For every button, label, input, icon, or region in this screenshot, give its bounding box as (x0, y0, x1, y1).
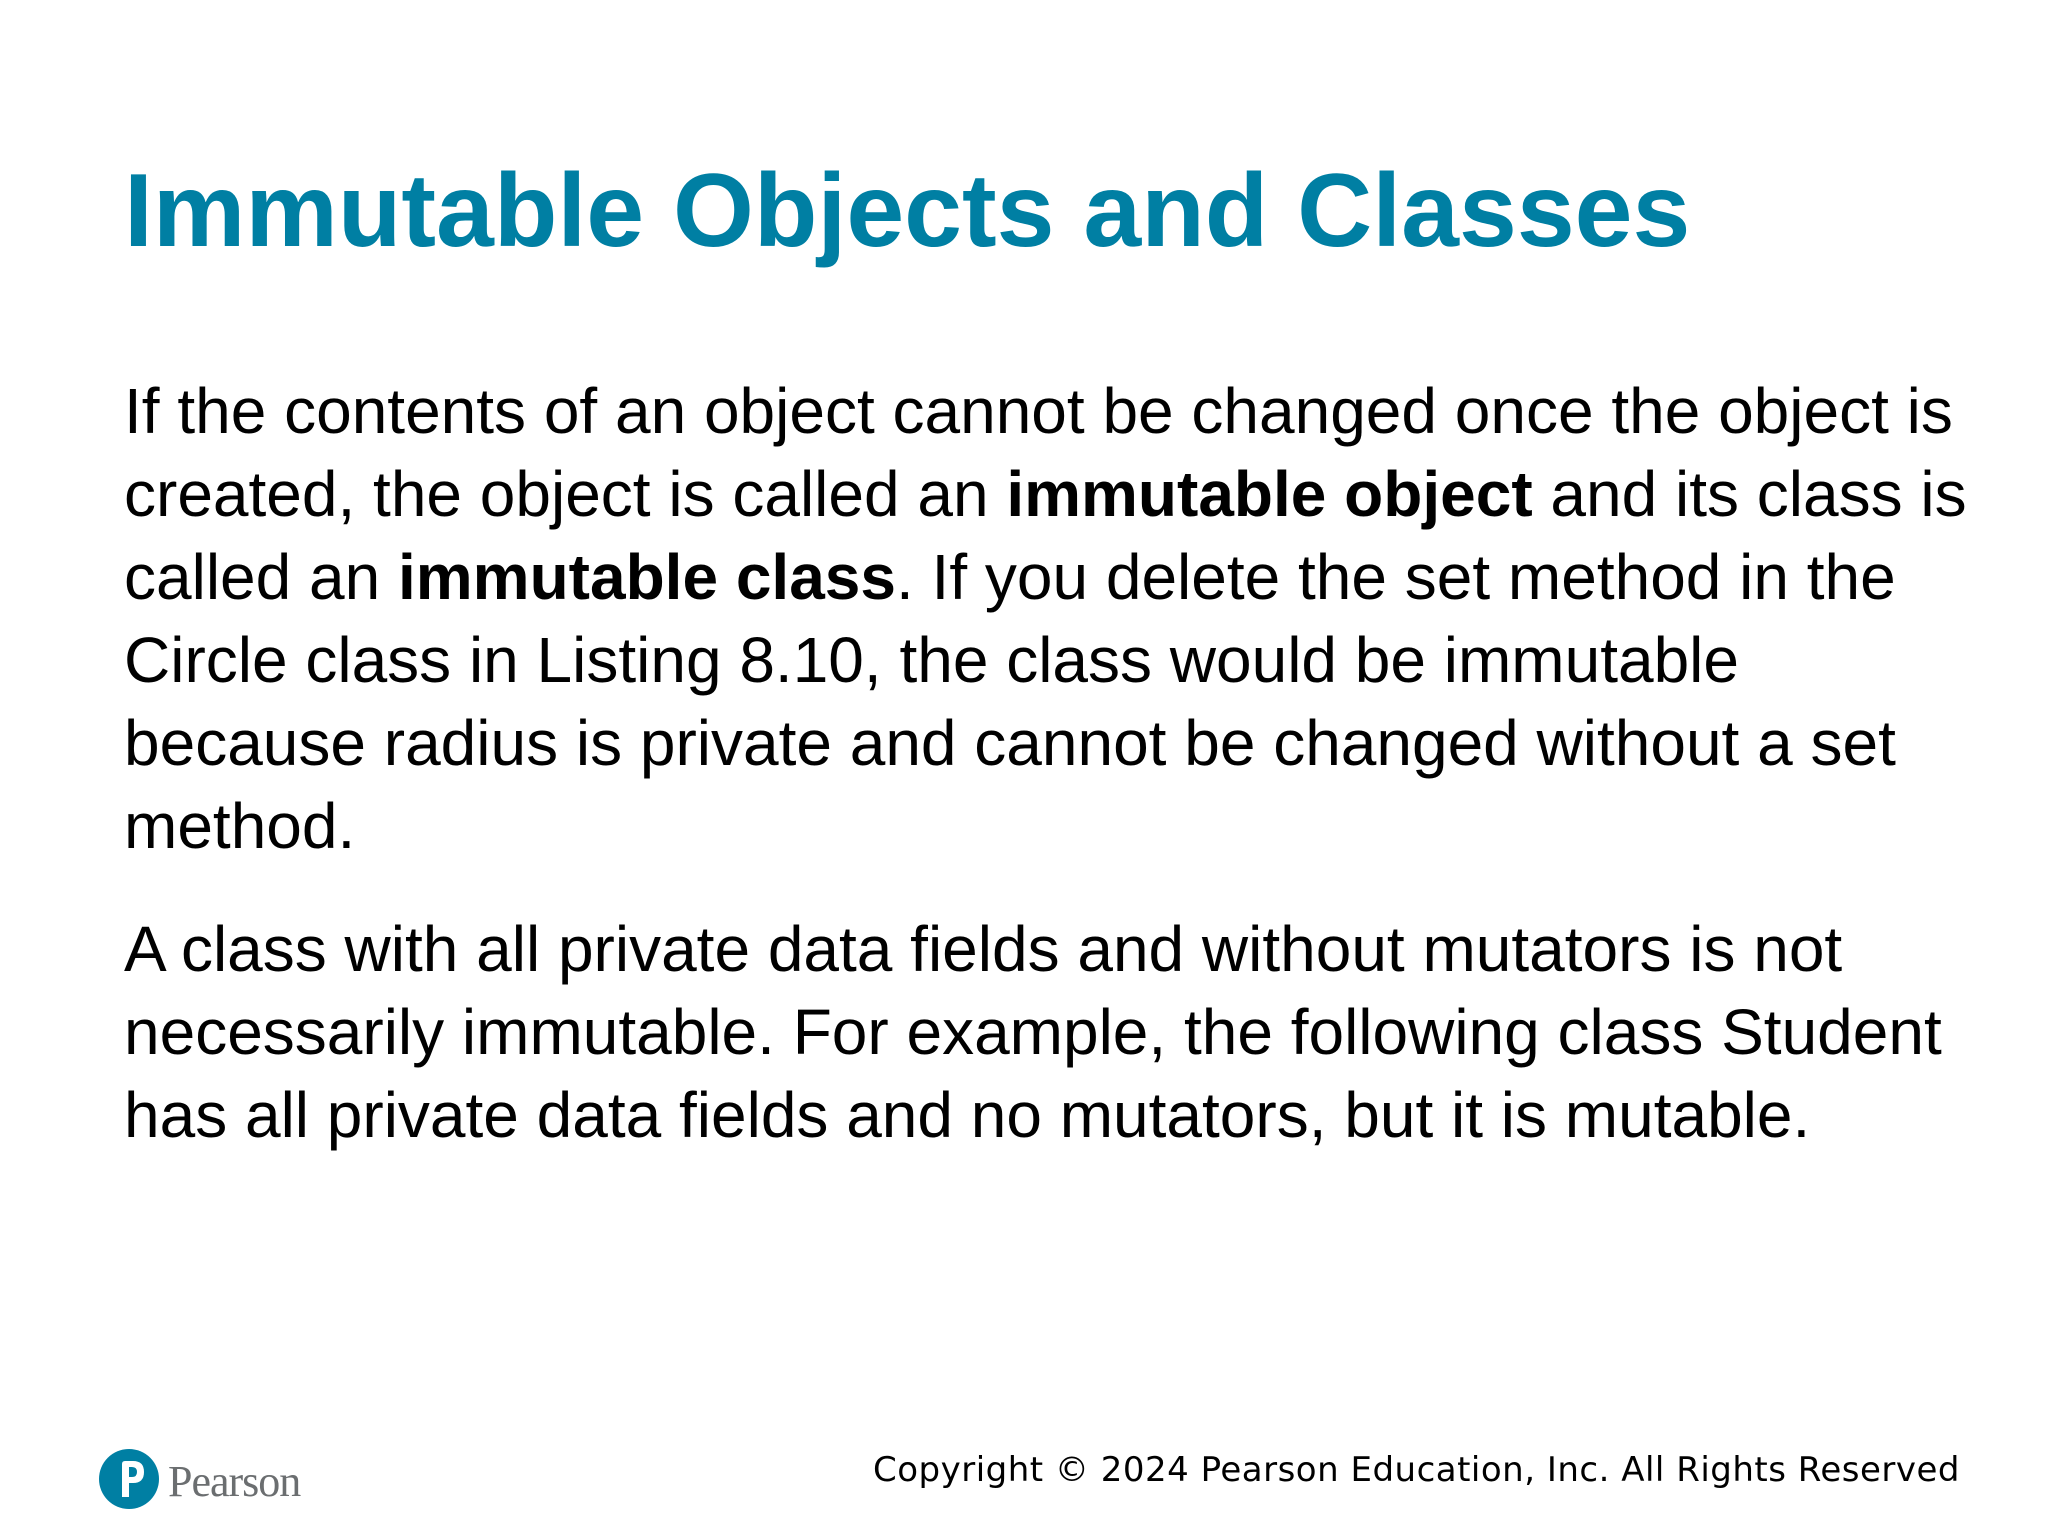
pearson-logo (98, 1448, 300, 1515)
paragraph1-text-3: . If you delete the set method in the Circle class in Listing 8.10, the class would be immutable because radius is private and cannot be changed without a set method. (124, 541, 1896, 862)
pearson-p-logo-icon (98, 1448, 160, 1515)
term-immutable-object: immutable object (1006, 458, 1533, 530)
paragraph-mutable-example: A class with all private data fields and without mutators is not necessarily immutable. For example, the following class Student has all private data fields and no mutators, but it is mutable. (124, 913, 1942, 1151)
slide-body (124, 370, 1984, 1197)
paragraph-immutable-definition (124, 370, 1984, 868)
pearson-wordmark: Pearson (168, 1457, 301, 1506)
slide-title: Immutable Objects and Classes (124, 153, 1691, 269)
paragraph1-text-1: If the contents of an object cannot be changed once the object is created, the object is called an (124, 375, 1953, 530)
copyright-notice: Copyright © 2024 Pearson Education, Inc. All Rights Reserved (872, 1450, 1960, 1490)
term-immutable-class: immutable class (397, 541, 896, 613)
paragraph1-text-2: and its class is called an (124, 458, 1967, 613)
